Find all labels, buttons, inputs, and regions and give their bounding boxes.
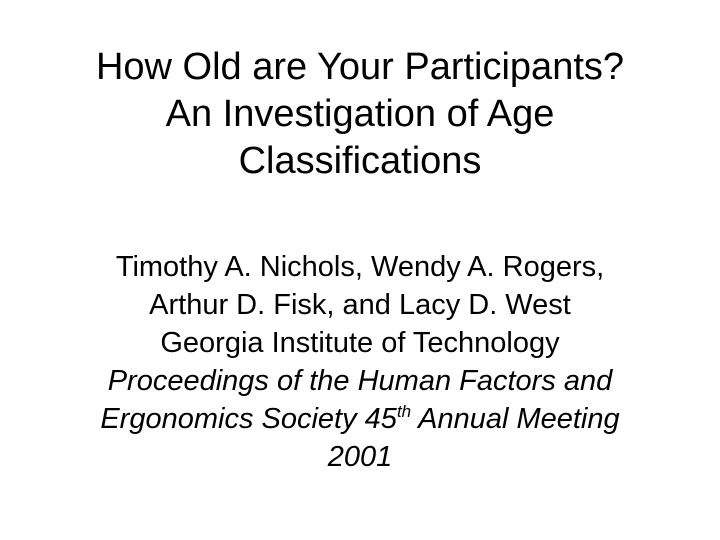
authors-line-2: Arthur D. Fisk, and Lacy D. West	[149, 289, 571, 321]
proceedings-line-1: Proceedings of the Human Factors and	[107, 365, 613, 397]
title-line-2: An Investigation of Age	[165, 93, 555, 135]
slide-body	[20, 248, 700, 476]
affiliation: Georgia Institute of Technology	[160, 327, 560, 359]
proceedings-line-2-prefix: Ergonomics Society 45	[100, 403, 397, 435]
title-line-3: Classifications	[238, 140, 482, 182]
title-line-1: How Old are Your Participants?	[95, 46, 625, 88]
publication-year: 2001	[327, 441, 393, 473]
proceedings-line-2-suffix: Annual Meeting	[411, 403, 620, 435]
proceedings-line-2	[20, 400, 700, 438]
authors-line-1: Timothy A. Nichols, Wendy A. Rogers,	[115, 251, 605, 283]
slide-title	[20, 44, 700, 185]
ordinal-suffix: th	[396, 402, 412, 421]
